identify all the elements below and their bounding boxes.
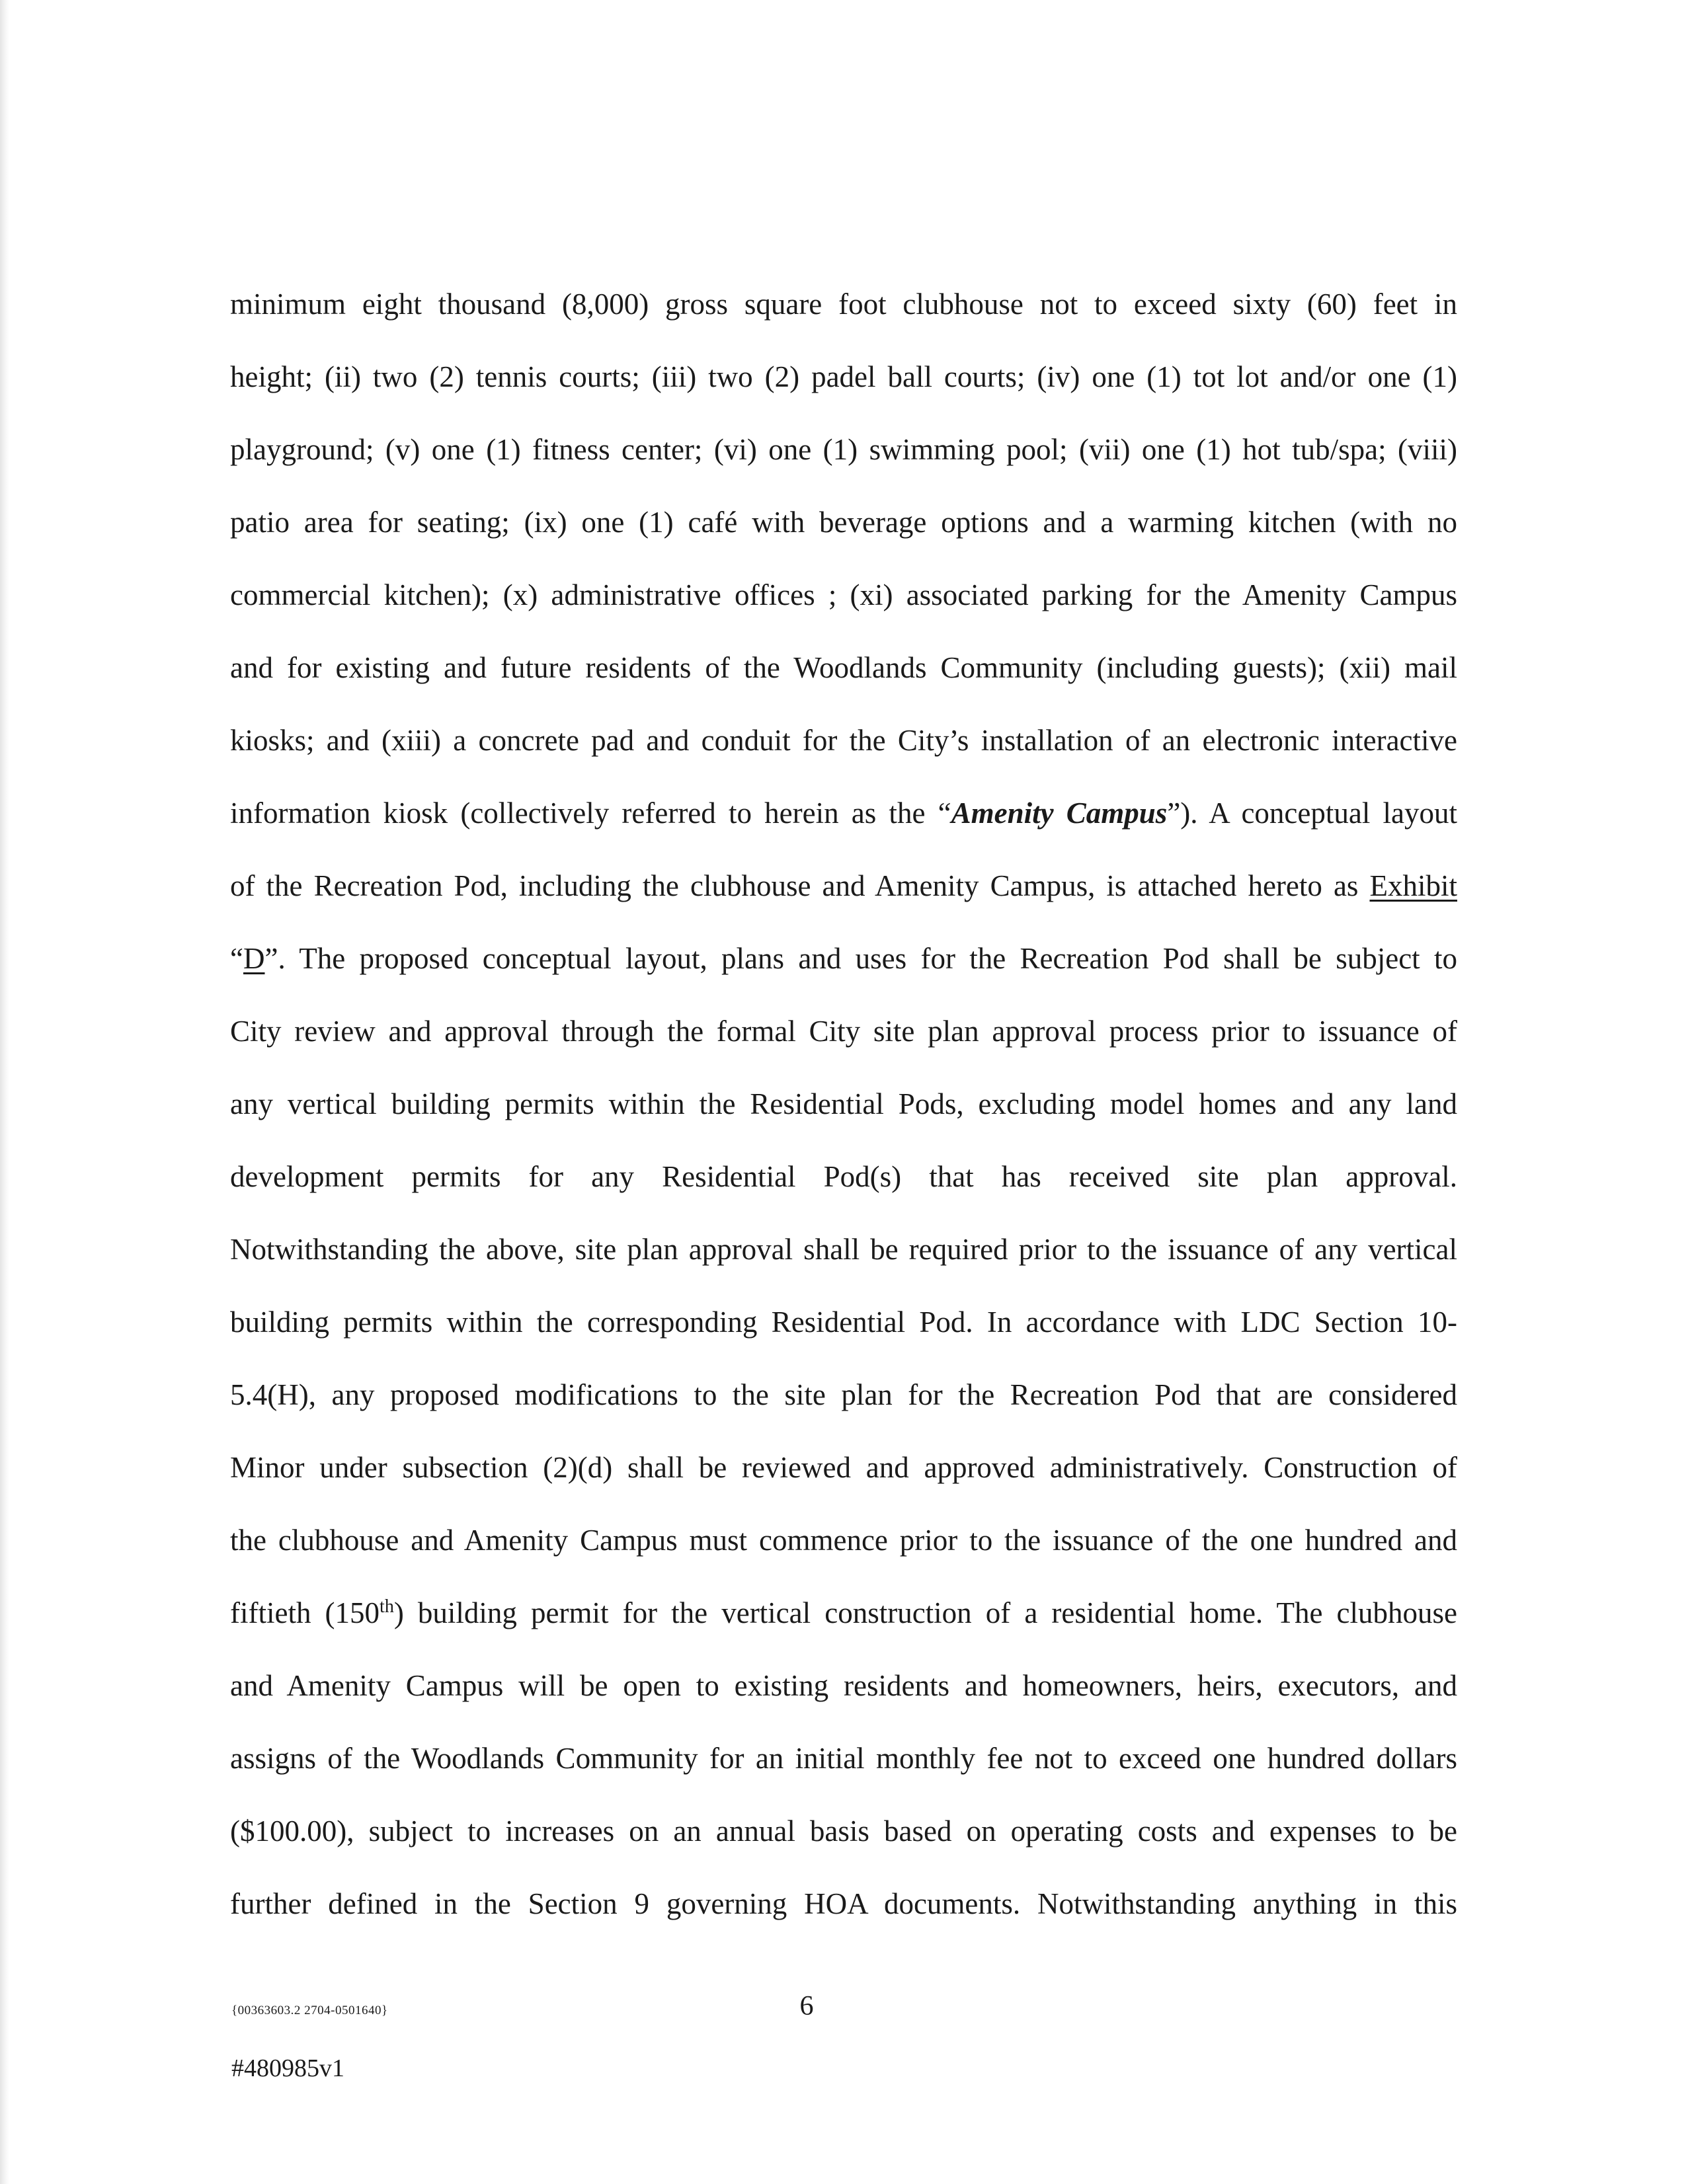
page-number: 6 [799,1991,814,2021]
text-line-9 [230,866,1457,906]
text-line-8-start: information kiosk (collectively referred to herein as the “ [230,797,951,830]
text-line-12: any vertical building permits within the Residential Pods, excluding model homes and any land [230,1087,1457,1120]
text-line-3: playground; (v) one (1) fitness center; (vi) one (1) swimming pool; (vii) one (1) hot tub/spa; (viii) [230,433,1457,466]
text-line-4: patio area for seating; (ix) one (1) café with beverage options and a warming kitchen (with no [230,506,1457,539]
text-line-10-end: ”. The proposed conceptual layout, plans and uses for the Recreation Pod shall be subject to [264,942,1457,975]
text-line-7: kiosks; and (xiii) a concrete pad and conduit for the City’s installation of an electronic interactive [230,724,1457,757]
text-line-17: Minor under subsection (2)(d) shall be reviewed and approved administratively. Construction of [230,1451,1457,1484]
ordinal-superscript: th [380,1596,394,1617]
text-line-19-start: fiftieth (150 [230,1596,380,1629]
text-line-2: height; (ii) two (2) tennis courts; (iii) two (2) padel ball courts; (iv) one (1) tot lot and/or one (1) [230,360,1457,393]
scan-edge-shadow [0,0,9,2184]
text-line-16: 5.4(H), any proposed modifications to the site plan for the Recreation Pod that are considered [230,1378,1457,1411]
exhibit-letter: D [243,942,265,975]
text-line-9-start: of the Recreation Pod, including the clubhouse and Amenity Campus, is attached hereto as [230,869,1370,902]
text-line-6: and for existing and future residents of the Woodlands Community (including guests); (xii) mail [230,651,1457,684]
text-line-13: development permits for any Residential Pod(s) that has received site plan approval. [230,1160,1457,1193]
text-line-19-end: ) building permit for the vertical construction of a residential home. The clubhouse [393,1596,1457,1629]
text-line-18: the clubhouse and Amenity Campus must commence prior to the issuance of the one hundred and [230,1524,1457,1557]
text-line-21: assigns of the Woodlands Community for an initial monthly fee not to exceed one hundred dollars [230,1742,1457,1775]
text-line-20: and Amenity Campus will be open to existing residents and homeowners, heirs, executors, and [230,1669,1457,1702]
text-line-10-quote: “ [230,942,243,975]
text-line-14: Notwithstanding the above, site plan approval shall be required prior to the issuance of any vertical [230,1233,1457,1266]
text-line-10 [230,939,1457,978]
text-line-8 [230,793,1457,833]
text-line-15: building permits within the corresponding Residential Pod. In accordance with LDC Section 10- [230,1306,1457,1339]
defined-term-amenity-campus: Amenity Campus [951,797,1168,830]
text-line-1: minimum eight thousand (8,000) gross square foot clubhouse not to exceed sixty (60) feet in [230,288,1457,321]
footer-file-code: {00363603.2 2704-0501640} [231,2004,388,2017]
exhibit-reference: Exhibit [1369,869,1457,902]
text-line-23: further defined in the Section 9 governing HOA documents. Notwithstanding anything in this [230,1887,1457,1920]
text-line-5: commercial kitchen); (x) administrative offices ; (xi) associated parking for the Amenity Campus [230,578,1457,611]
text-line-19 [230,1593,1457,1633]
text-line-22: ($100.00), subject to increases on an annual basis based on operating costs and expenses to be [230,1814,1457,1848]
text-line-11: City review and approval through the formal City site plan approval process prior to issuance of [230,1015,1457,1048]
text-line-8-end: ”). A conceptual layout [1167,797,1457,830]
document-id: #480985v1 [231,2054,344,2082]
